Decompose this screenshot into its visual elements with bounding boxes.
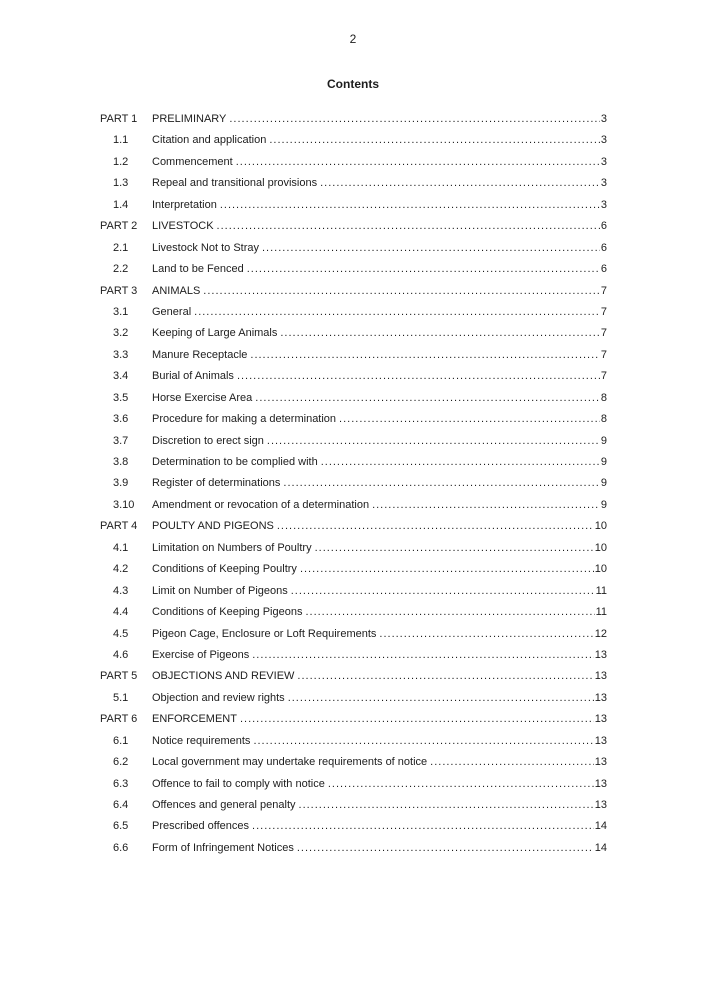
toc-entry-title: ENFORCEMENT (152, 713, 237, 726)
toc-entry-title: Offences and general penalty (152, 799, 296, 811)
toc-entry-number: 1.2 (113, 155, 129, 168)
toc-entry (100, 688, 607, 709)
dot-leader (297, 838, 594, 859)
dot-leader (291, 581, 595, 602)
toc-entry-number: 6.5 (113, 820, 129, 833)
toc-entry-title: Procedure for making a determination (152, 413, 337, 426)
toc-entry (100, 195, 607, 216)
toc-entry-page: 13 (594, 691, 607, 704)
dot-leader (320, 173, 600, 194)
toc-entry (100, 838, 607, 859)
toc-entry-page: 8 (600, 391, 607, 404)
toc-entry-number: 3.8 (113, 456, 129, 468)
toc-entry-page: 7 (600, 370, 607, 383)
dot-leader (237, 366, 600, 387)
toc-entry-number: 5.1 (113, 691, 129, 704)
toc-entry-number: PART 4 (100, 520, 138, 533)
toc-entry-title: Keeping of Large Animals (152, 327, 278, 340)
toc-entry-number: 3.9 (113, 477, 129, 490)
toc-entry-number: PART 1 (100, 113, 138, 125)
dot-leader (280, 323, 600, 344)
toc-entry-page: 9 (600, 456, 607, 468)
toc-entry-page: 9 (600, 477, 607, 490)
toc-entry-title: Citation and application (152, 134, 267, 147)
dot-leader (255, 388, 600, 409)
toc-entry (100, 795, 607, 816)
toc-entry-title: Amendment or revocation of a determination (152, 498, 370, 511)
toc-entry-page: 7 (600, 284, 607, 297)
toc-entry (100, 431, 607, 452)
toc-entry-page: 7 (600, 327, 607, 340)
toc-entry-title: Livestock Not to Stray (152, 241, 259, 254)
toc-entry-page: 9 (600, 498, 607, 511)
toc-entry-page: 8 (600, 413, 607, 426)
toc-entry-title: Limitation on Numbers of Poultry (152, 541, 312, 554)
dot-leader (250, 345, 599, 366)
toc-entry-page: 6 (600, 241, 607, 254)
toc-entry (100, 816, 607, 837)
toc-entry-number: 4.1 (113, 541, 129, 554)
dot-leader (262, 238, 600, 259)
toc-entry-page: 13 (594, 734, 607, 747)
toc-entry-page: 3 (600, 113, 607, 125)
toc-entry-page: 13 (594, 799, 607, 811)
dot-leader (229, 109, 600, 130)
dot-leader (194, 302, 600, 323)
toc-entry (100, 173, 607, 194)
toc-entry-number: 4.5 (113, 627, 129, 640)
toc-entry-number: 2.1 (113, 241, 129, 254)
toc-entry-page: 14 (594, 841, 607, 854)
dot-leader (379, 624, 593, 645)
toc-entry-title: Commencement (152, 155, 233, 168)
dot-leader (277, 516, 594, 537)
dot-leader (321, 452, 600, 473)
toc-entry-title: PRELIMINARY (152, 113, 227, 125)
toc-entry (100, 538, 607, 559)
toc-entry-title: Objection and review rights (152, 691, 285, 704)
toc-entry-title: Land to be Fenced (152, 263, 244, 276)
toc-entry-number: PART 5 (100, 670, 138, 683)
toc-entry (100, 752, 607, 773)
toc-entry (100, 152, 607, 173)
toc-entry-number: 3.10 (113, 498, 135, 511)
dot-leader (203, 281, 600, 302)
toc-entry (100, 130, 607, 151)
toc-entry-number: 4.3 (113, 584, 129, 597)
dot-leader (236, 152, 600, 173)
toc-entry-page: 14 (594, 820, 607, 833)
toc-entry-page: 3 (600, 177, 607, 190)
dot-leader (269, 130, 600, 151)
toc-entry-number: 3.7 (113, 434, 129, 447)
toc-entry-title: Register of determinations (152, 477, 281, 490)
toc-entry-number: 6.3 (113, 777, 129, 790)
dot-leader (217, 216, 600, 237)
toc-entry (100, 238, 607, 259)
toc-entry-page: 7 (600, 305, 607, 318)
toc-entry-title: Discretion to erect sign (152, 434, 264, 447)
toc-entry-number: 6.4 (113, 799, 129, 811)
toc-entry-title: OBJECTIONS AND REVIEW (152, 670, 295, 683)
toc-entry (100, 345, 607, 366)
toc-entry-page: 13 (594, 713, 607, 726)
toc-entry-page: 13 (594, 777, 607, 790)
toc-entry (100, 666, 607, 687)
toc-entry-title: Form of Infringement Notices (152, 841, 294, 854)
dot-leader (283, 473, 599, 494)
toc-entry (100, 302, 607, 323)
toc-entry-number: 3.2 (113, 327, 129, 340)
dot-leader (372, 495, 600, 516)
dot-leader (253, 731, 593, 752)
toc-entry-number: 1.1 (113, 134, 129, 147)
dot-leader (328, 774, 594, 795)
toc-entry-number: 2.2 (113, 263, 129, 276)
dot-leader (430, 752, 594, 773)
toc-entry-title: Burial of Animals (152, 370, 234, 383)
toc-entry-page: 3 (600, 198, 607, 211)
toc-entry-title: LIVESTOCK (152, 220, 214, 233)
toc-entry (100, 452, 607, 473)
toc-entry-page: 7 (600, 348, 607, 361)
dot-leader (339, 409, 600, 430)
toc-entry-number: 6.1 (113, 734, 129, 747)
toc-entry-number: 1.4 (113, 198, 129, 211)
toc-entry-number: 3.4 (113, 370, 129, 383)
toc-entry-title: Repeal and transitional provisions (152, 177, 318, 190)
toc-entry (100, 559, 607, 580)
toc-entry-page: 13 (594, 670, 607, 683)
toc-entry-number: 6.2 (113, 756, 129, 769)
dot-leader (297, 666, 593, 687)
toc-entry-number: 4.6 (113, 648, 129, 661)
dot-leader (220, 195, 600, 216)
toc-entry-page: 3 (600, 155, 607, 168)
toc-entry-page: 6 (600, 263, 607, 276)
toc-entry-page: 13 (594, 648, 607, 661)
toc-entry (100, 473, 607, 494)
toc-entry-page: 6 (600, 220, 607, 233)
dot-leader (300, 559, 594, 580)
toc-entry-title: POULTY AND PIGEONS (152, 520, 274, 533)
toc-entry-page: 13 (594, 756, 607, 769)
dot-leader (240, 709, 594, 730)
dot-leader (299, 795, 594, 816)
toc-entry-page: 9 (600, 434, 607, 447)
toc-entry-title: Conditions of Keeping Pigeons (152, 606, 303, 619)
toc-entry (100, 774, 607, 795)
toc-entry-title: Prescribed offences (152, 820, 250, 833)
toc-entry-page: 12 (594, 627, 607, 640)
toc-entry-title: Exercise of Pigeons (152, 648, 250, 661)
toc-entry-title: Horse Exercise Area (152, 391, 253, 404)
toc-entry-number: 4.4 (113, 606, 129, 619)
toc-entry-page: 3 (600, 134, 607, 147)
toc-entry-title: Notice requirements (152, 734, 251, 747)
toc-entry (100, 259, 607, 280)
toc-entry-title: ANIMALS (152, 284, 201, 297)
toc-entry-number: PART 3 (100, 284, 138, 297)
toc-entry (100, 581, 607, 602)
toc-entry (100, 516, 607, 537)
toc-entry-number: PART 6 (100, 713, 138, 726)
toc-entry (100, 495, 607, 516)
dot-leader (288, 688, 594, 709)
dot-leader (252, 645, 594, 666)
toc-entry-number: 3.5 (113, 391, 129, 404)
toc-entry-number: 3.3 (113, 348, 129, 361)
toc-entry (100, 388, 607, 409)
toc-entry-number: 6.6 (113, 841, 129, 854)
page-number: 2 (349, 32, 357, 46)
toc-entry (100, 731, 607, 752)
toc-entry-title: Offence to fail to comply with notice (152, 777, 325, 790)
toc-entry-number: 3.6 (113, 413, 129, 426)
toc-entry-title: Local government may undertake requirements of notice (152, 756, 428, 769)
dot-leader (305, 602, 594, 623)
toc-entry (100, 323, 607, 344)
toc-entry (100, 602, 607, 623)
toc-entry-page: 10 (594, 563, 607, 576)
toc-entry-number: 1.3 (113, 177, 129, 190)
toc-entry-title: Determination to be complied with (152, 456, 318, 468)
dot-leader (252, 816, 594, 837)
toc-entry-title: Pigeon Cage, Enclosure or Loft Requirements (152, 627, 377, 640)
table-of-contents (100, 109, 607, 859)
dot-leader (315, 538, 594, 559)
dot-leader (247, 259, 600, 280)
toc-entry (100, 709, 607, 730)
toc-entry-title: Conditions of Keeping Poultry (152, 563, 297, 576)
toc-entry-page: 11 (595, 584, 607, 597)
toc-entry-number: 3.1 (113, 305, 129, 318)
toc-entry (100, 645, 607, 666)
toc-entry (100, 366, 607, 387)
toc-entry (100, 409, 607, 430)
toc-entry-title: Manure Receptacle (152, 348, 248, 361)
contents-heading: Contents (327, 77, 379, 91)
toc-entry (100, 624, 607, 645)
toc-entry (100, 281, 607, 302)
dot-leader (267, 431, 600, 452)
toc-entry (100, 109, 607, 130)
toc-entry (100, 216, 607, 237)
toc-entry-page: 10 (594, 541, 607, 554)
toc-entry-page: 11 (595, 606, 607, 619)
toc-entry-title: Limit on Number of Pigeons (152, 584, 288, 597)
toc-entry-number: PART 2 (100, 220, 138, 233)
toc-entry-page: 10 (594, 520, 607, 533)
toc-entry-title: Interpretation (152, 198, 217, 211)
toc-entry-title: General (152, 305, 192, 318)
toc-entry-number: 4.2 (113, 563, 129, 576)
